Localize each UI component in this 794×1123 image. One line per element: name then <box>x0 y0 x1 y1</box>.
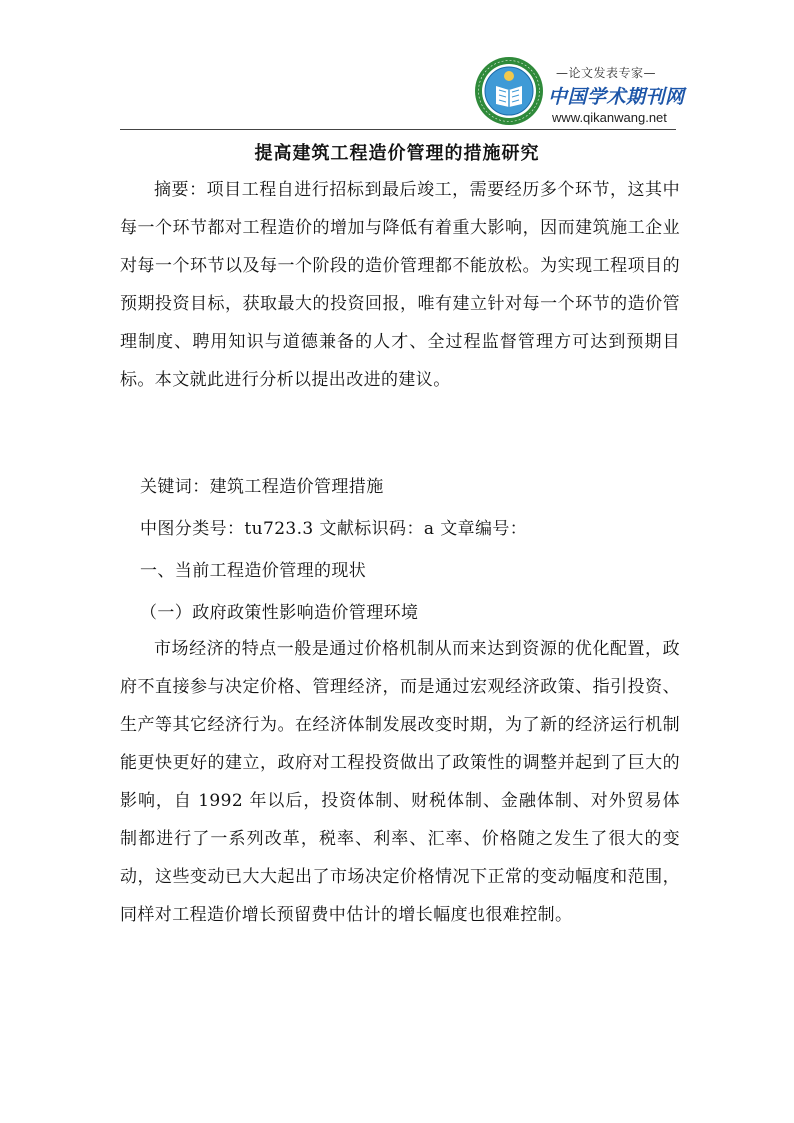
page-header <box>120 56 685 130</box>
brand-tagline: —论文发表专家— <box>556 66 657 80</box>
keywords-line: 关键词：建筑工程造价管理措施 <box>140 477 384 497</box>
document-title: 提高建筑工程造价管理的措施研究 <box>254 143 540 164</box>
subsection-heading: （一）政府政策性影响造价管理环境 <box>140 603 419 623</box>
header-divider <box>120 129 676 130</box>
classification-line: 中图分类号：tu723.3 文献标识码：a 文章编号： <box>140 519 528 539</box>
abstract-paragraph: 摘要：项目工程自进行招标到最后竣工，需要经历多个环节，这其中每一个环节都对工程造价的增加与降低有着重大影响，因而建筑施工企业对每一个环节以及每一个阶段的造价管理都不能放松。为实现工程项目的预期投资目标，获取最大的投资回报，唯有建立针对每一个环节的造价管理制度、聘用知识与道德兼备的人才、全过程监督管理方可达到预期目标。本文就此进行分析以提出改进的建议。 <box>120 180 680 390</box>
body-paragraph: 市场经济的特点一般是通过价格机制从而来达到资源的优化配置，政府不直接参与决定价格、管理经济，而是通过宏观经济政策、指引投资、生产等其它经济行为。在经济体制发展改变时期，为了新的经济运行机制能更快更好的建立，政府对工程投资做出了政策性的调整并起到了巨大的影响，自 1992 年以后，投资体制、财税体制、金融体制、对外贸易体制都进行了一系列改革，税率、利率、汇率、价格随之发生了很大的变动，这些变动已大大起出了市场决定价格情况下正常的变动幅度和范围，同样对工程造价增长预留费中估计的增长幅度也很难控制。 <box>120 639 680 925</box>
brand-name: 中国学术期刊网 <box>548 86 685 108</box>
brand-block <box>544 60 685 130</box>
section-heading: 一、当前工程造价管理的现状 <box>140 561 367 581</box>
journal-logo-icon <box>474 56 544 126</box>
brand-url[interactable]: www.qikanwang.net <box>552 110 667 125</box>
